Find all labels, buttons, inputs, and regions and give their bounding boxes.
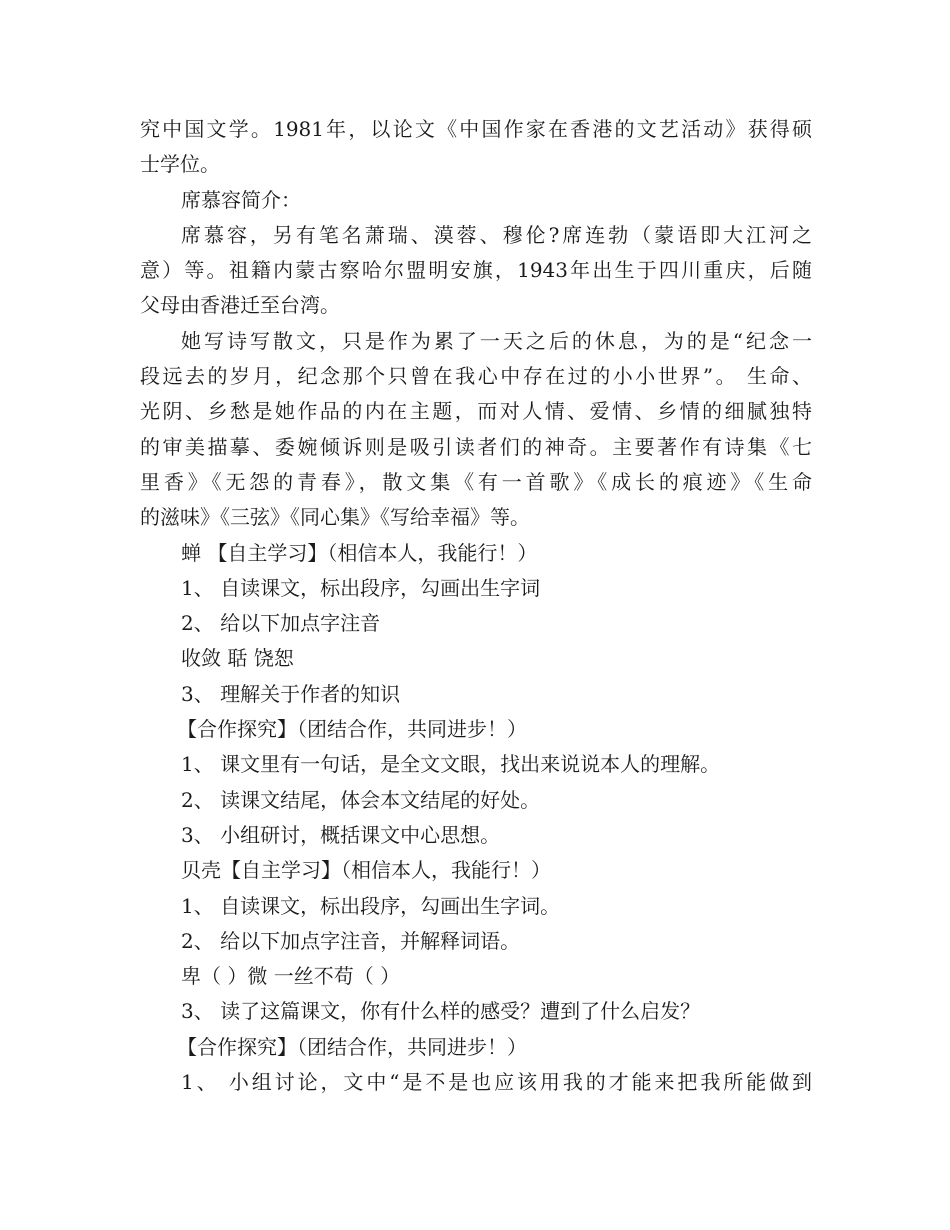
text-line: 她写诗写散文，只是作为累了一天之后的休息，为的是“纪念一 (181, 328, 812, 353)
text-line: 3、 小组研讨，概括课文中心思想。 (181, 822, 501, 847)
text-line: 的审美描摹、委婉倾诉则是吸引读者们的神奇。主要著作有诗集《七 (140, 434, 812, 459)
text-line: 1、 课文里有一句话，是全文文眼，找出来说说本人的理解。 (181, 752, 721, 777)
text-line: 士学位。 (140, 152, 220, 177)
text-line: 2、 给以下加点字注音 (181, 611, 381, 636)
text-line: 【合作探究】（团结合作，共同进步！） (177, 717, 527, 742)
text-line: 1、 自读课文，标出段序，勾画出生字词 (181, 575, 541, 600)
text-line: 意）等。祖籍内蒙古察哈尔盟明安旗，1943年出生于四川重庆，后随 (140, 258, 812, 283)
text-line: 究中国文学。1981年，以论文《中国作家在香港的文艺活动》获得硕 (140, 117, 812, 141)
text-line: 【合作探究】（团结合作，共同进步！） (177, 1034, 527, 1059)
text-line: 席慕容简介： (181, 187, 301, 212)
text-line: 的滋味》《三弦》《同心集》《写给幸福》等。 (140, 505, 530, 530)
text-line: 1、 小组讨论，文中“是不是也应该用我的才能来把我所能做到 (181, 1070, 812, 1095)
text-line: 蝉 【自主学习】（相信本人，我能行！） (181, 540, 538, 565)
text-line: 光阴、乡愁是她作品的内在主题，而对人情、爱情、乡情的细腻独特 (140, 399, 812, 424)
text-line: 席慕容，另有笔名萧瑞、漠蓉、穆伦?席连勃（蒙语即大江河之 (181, 222, 812, 247)
text-line: 父母由香港迁至台湾。 (140, 293, 340, 318)
text-line: 里香》《无怨的青春》，散文集《有一首歌》《成长的痕迹》《生命 (140, 469, 812, 494)
text-line: 贝壳【自主学习】（相信本人，我能行！） (181, 858, 551, 883)
text-line: 3、 理解关于作者的知识 (181, 681, 401, 706)
text-line: 段远去的岁月，纪念那个只曾在我心中存在过的小小世界”。 生命、 (140, 364, 812, 389)
text-line: 卑（ ）微 一丝不苟（ ） (181, 964, 401, 989)
text-line: 收敛 聒 饶恕 (181, 646, 294, 671)
text-line: 3、 读了这篇课文，你有什么样的感受？遭到了什么启发？ (181, 999, 701, 1024)
text-line: 1、 自读课文，标出段序，勾画出生字词。 (181, 893, 561, 918)
text-line: 2、 读课文结尾，体会本文结尾的好处。 (181, 787, 541, 812)
document-page (140, 112, 812, 1100)
text-line: 2、 给以下加点字注音，并解释词语。 (181, 928, 521, 953)
